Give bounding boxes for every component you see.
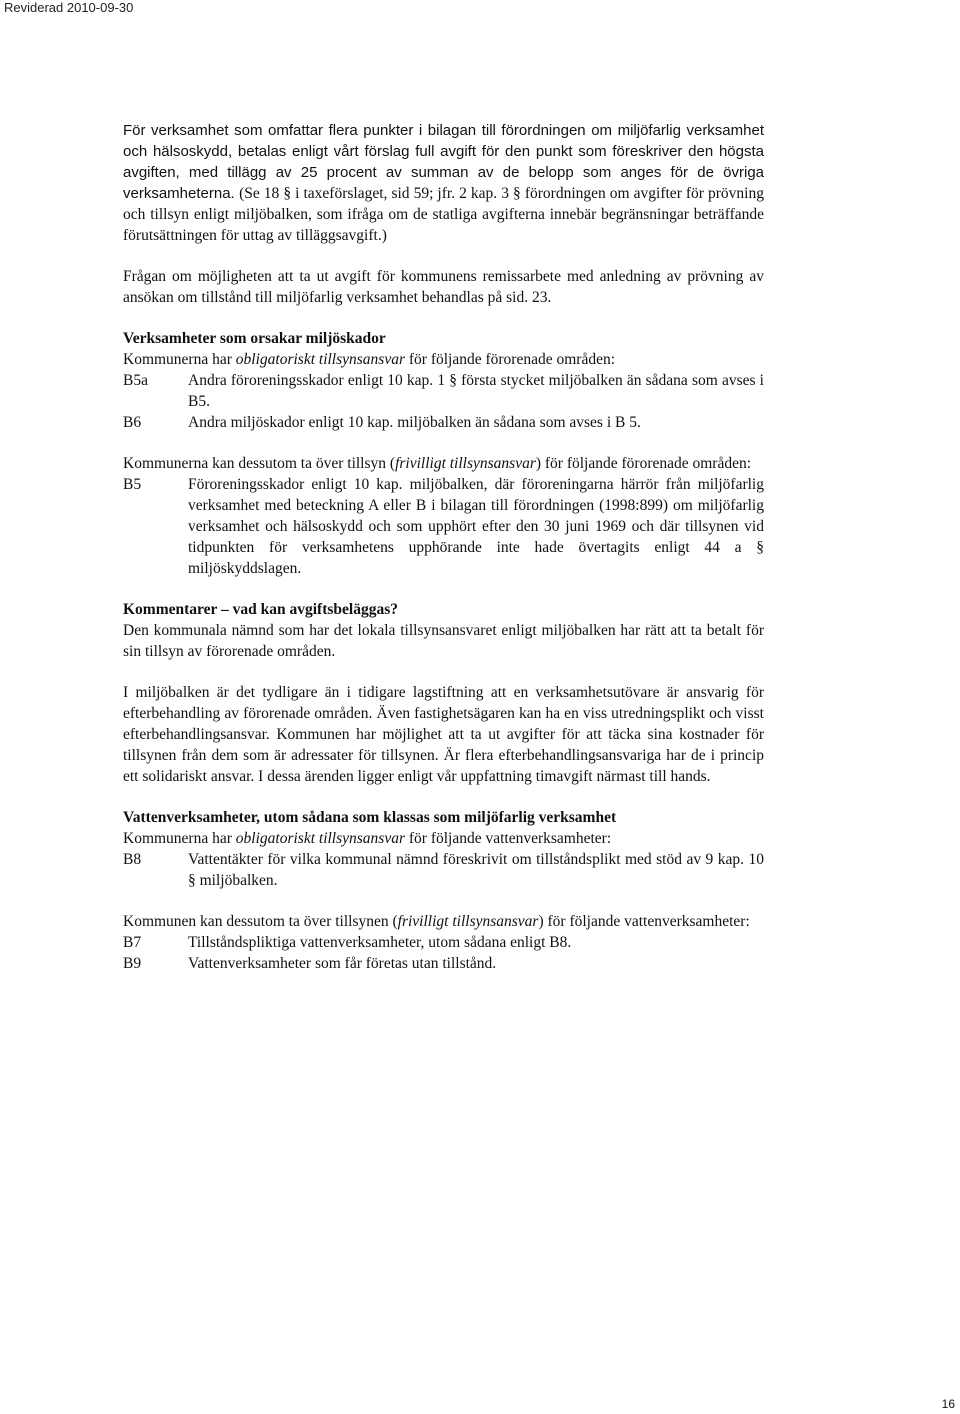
item-code: B5a bbox=[123, 372, 148, 389]
list-item bbox=[123, 370, 764, 412]
item-code: B8 bbox=[123, 851, 142, 868]
list-item bbox=[123, 474, 764, 579]
section-vatten bbox=[123, 807, 764, 974]
item-text: Vattentäkter för vilka kommunal nämnd föreskrivit om tillståndsplikt med stöd av 9 kap. 10 § miljöbalken. bbox=[188, 851, 764, 889]
list-item bbox=[123, 412, 764, 433]
lead-emphasis: obligatoriskt tillsynsansvar bbox=[235, 351, 405, 368]
section-lead bbox=[123, 349, 764, 370]
item-text: Vattenverksamheter som får företas utan tillstånd. bbox=[188, 955, 497, 972]
section-kommentarer bbox=[123, 599, 764, 787]
section-heading: Kommentarer – vad kan avgiftsbeläggas? bbox=[123, 601, 398, 618]
voluntary-text: Kommunen kan dessutom ta över tillsynen ( bbox=[123, 913, 398, 930]
item-code: B5 bbox=[123, 476, 142, 493]
kommentar-paragraph: Den kommunala nämnd som har det lokala tillsynsansvaret enligt miljöbalken har rätt att ta betalt för sin tillsyn av förorenade områden. bbox=[123, 622, 764, 660]
lead-text: för följande förorenade områden: bbox=[405, 351, 616, 368]
kommentar-paragraph: I miljöbalken är det tydligare än i tidigare lagstiftning att en verksamhetsutövare är ansvarig för efterbehandling av förorenade områden. Även fastighetsägaren kan ha en viss utredningsplikt och visst efterbehandlingsansvar. Kommunen har möjlighet att ta ut avgifter för att täcka sina kostnader för tillsynen från dem som är adressater för tillsynen. Är flera efterbehandlingsansvariga har de i princip ett solidariskt ansvar. I dessa ärenden ligger enligt vår uppfattning timavgift närmast till hands. bbox=[123, 684, 764, 785]
item-text: Tillståndspliktiga vattenverksamheter, utom sådana enligt B8. bbox=[188, 934, 572, 951]
voluntary-paragraph bbox=[123, 453, 764, 474]
revision-date: Reviderad 2010-09-30 bbox=[4, 0, 134, 15]
item-text: Andra föroreningsskador enligt 10 kap. 1 § första stycket miljöbalken än sådana som avses i B5. bbox=[188, 372, 764, 410]
lead-text: Kommunerna har bbox=[123, 351, 236, 368]
intro-serif-text: (Se 18 § i taxeförslaget, sid 59; jfr. 2 kap. 3 § förordningen om avgifter för prövning och tillsyn enligt miljöbalken, som ifråga om de statliga avgifterna innebär begränsningar beträffande förutsättningen för uttag av tilläggsavgift.) bbox=[123, 185, 764, 244]
section-heading: Vattenverksamheter, utom sådana som klassas som miljöfarlig verksamhet bbox=[123, 809, 617, 826]
list-item bbox=[123, 932, 764, 953]
lead-emphasis: obligatoriskt tillsynsansvar bbox=[235, 830, 405, 847]
list-item bbox=[123, 953, 764, 974]
document-body bbox=[123, 120, 764, 974]
item-text: Föroreningsskador enligt 10 kap. miljöbalken, där föroreningarna härrör från miljöfarlig verksamhet med beteckning A eller B i bilagan till förordningen (1998:899) om miljöfarlig verksamhet och hälsoskydd och som upphört efter den 30 juni 1969 och där tillsynen vid tidpunkten för verksamhetens upphörande inte hade övertagits enligt 44 a § miljöskyddslagen. bbox=[188, 476, 764, 577]
item-text: Andra miljöskador enligt 10 kap. miljöbalken än sådana som avses i B 5. bbox=[188, 414, 641, 431]
page-number: 16 bbox=[941, 1397, 955, 1411]
intro-paragraph bbox=[123, 120, 764, 246]
lead-text: för följande vattenverksamheter: bbox=[405, 830, 612, 847]
voluntary-text: Kommunerna kan dessutom ta över tillsyn ( bbox=[123, 455, 396, 472]
remiss-paragraph: Frågan om möjligheten att ta ut avgift för kommunens remissarbete med anledning av prövning av ansökan om tillstånd till miljöfarlig verksamhet behandlas på sid. 23. bbox=[123, 268, 764, 306]
voluntary-emphasis: frivilligt tillsynsansvar bbox=[397, 913, 539, 930]
voluntary-paragraph bbox=[123, 911, 764, 932]
item-code: B9 bbox=[123, 955, 142, 972]
lead-text: Kommunerna har bbox=[123, 830, 236, 847]
voluntary-text: ) för följande förorenade områden: bbox=[535, 455, 752, 472]
voluntary-text: ) för följande vattenverksamheter: bbox=[538, 913, 750, 930]
section-heading: Verksamheter som orsakar miljöskador bbox=[123, 330, 386, 347]
intro-sans-text: För verksamhet som omfattar flera punkter i bilagan till förordningen om miljöfarlig verksamhet och hälsoskydd, betalas enligt vårt förslag full avgift för den punkt som föreskriver den högsta avgiften, med tillägg av 25 procent av summan av de belopp som anges för de övriga verksamheterna. bbox=[123, 122, 764, 202]
item-code: B7 bbox=[123, 934, 142, 951]
section-lead bbox=[123, 828, 764, 849]
voluntary-emphasis: frivilligt tillsynsansvar bbox=[395, 455, 536, 472]
item-code: B6 bbox=[123, 414, 142, 431]
section-miljoskador bbox=[123, 328, 764, 579]
list-item bbox=[123, 849, 764, 891]
